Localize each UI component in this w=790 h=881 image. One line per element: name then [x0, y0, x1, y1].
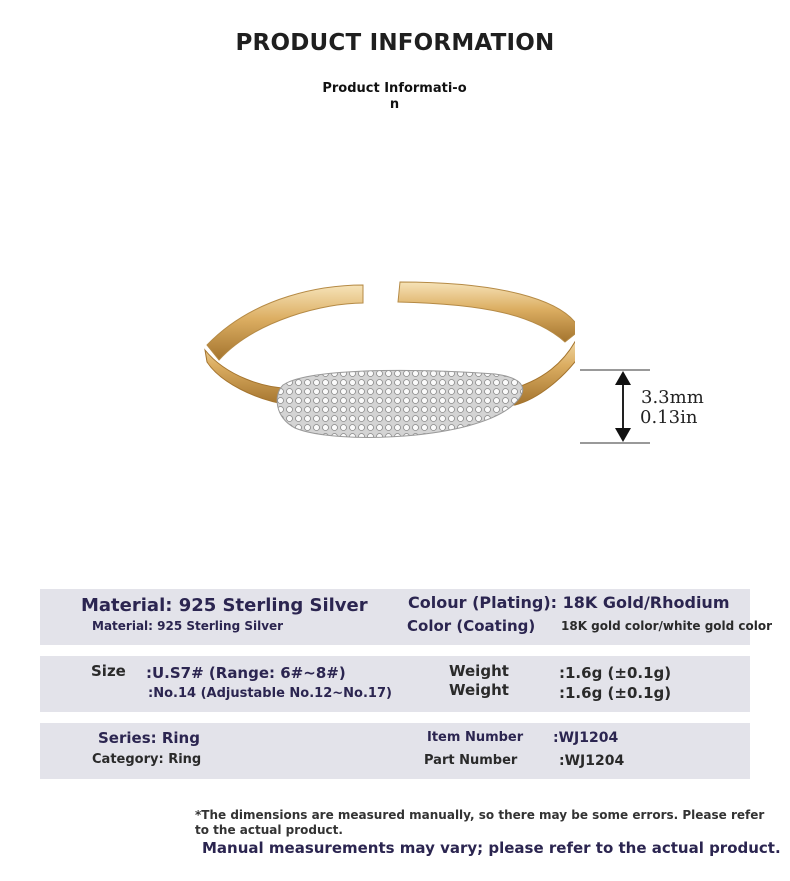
category: Category: Ring	[92, 752, 202, 767]
dimension-in: 0.13in	[640, 407, 698, 428]
size-value: :U.S7# (Range: 6#~8#)	[146, 664, 346, 682]
part-number-label: Part Number	[424, 753, 518, 768]
item-number-value: :WJ1204	[553, 730, 619, 746]
ring-image	[195, 270, 575, 460]
series: Series: Ring	[98, 729, 200, 747]
disclaimer-note: *The dimensions are measured manually, so there may be some errors. Please refer to the actual product.	[195, 808, 765, 837]
colour-plating: Colour (Plating): 18K Gold/Rhodium	[408, 593, 730, 612]
size-value-sub: :No.14 (Adjustable No.12~No.17)	[148, 686, 392, 701]
color-coating-label: Color (Coating)	[407, 617, 536, 635]
size-label: Size	[91, 662, 126, 680]
material-main: Material: 925 Sterling Silver	[81, 595, 368, 616]
disclaimer-sub-note: Manual measurements may vary; please refer to the actual product.	[202, 839, 781, 857]
weight-value-1: :1.6g (±0.1g)	[559, 664, 672, 682]
material-sub: Material: 925 Sterling Silver	[92, 619, 284, 633]
page-subtitle: Product Informati-on	[322, 81, 467, 112]
weight-label-1: Weight	[449, 662, 509, 680]
page-title: PRODUCT INFORMATION	[235, 30, 555, 56]
color-coating-value: 18K gold color/white gold color	[561, 619, 773, 633]
dimension-mm: 3.3mm	[641, 387, 704, 408]
item-number-label: Item Number	[427, 730, 524, 745]
weight-value-2: :1.6g (±0.1g)	[559, 684, 672, 702]
weight-label-2: Weight	[449, 681, 509, 699]
part-number-value: :WJ1204	[559, 753, 625, 769]
